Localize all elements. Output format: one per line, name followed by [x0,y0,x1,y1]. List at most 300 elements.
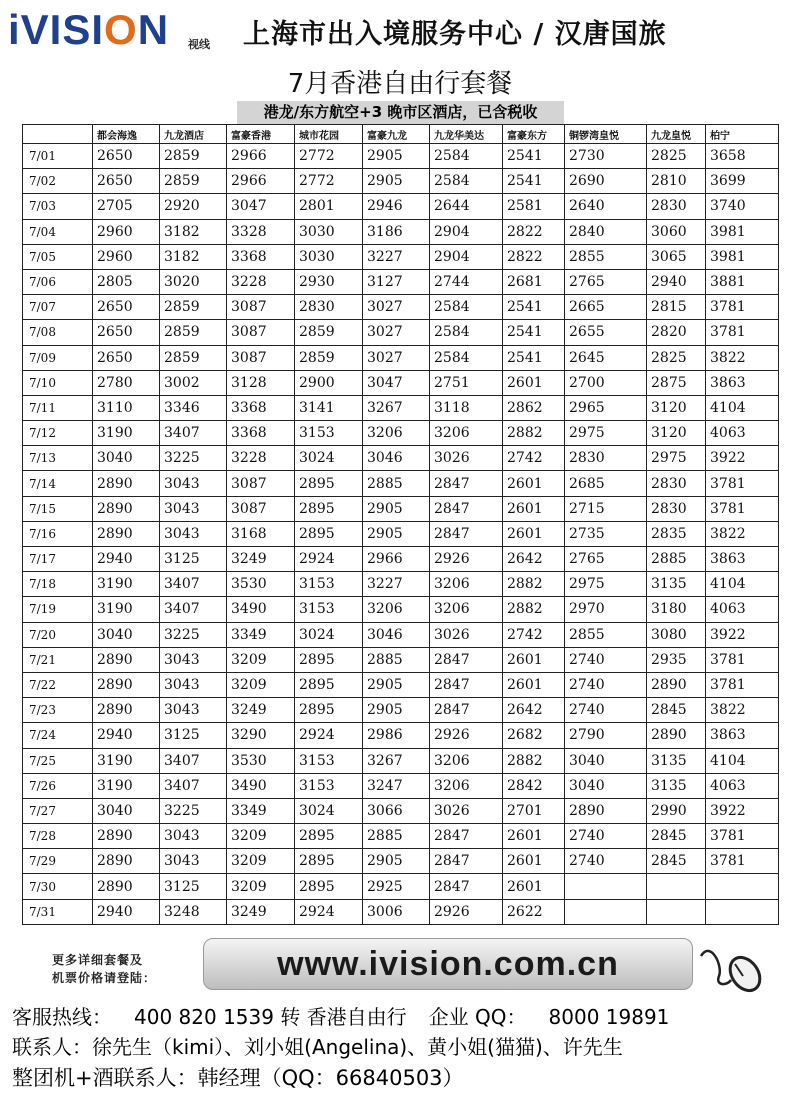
price-cell: 3530 [227,572,295,597]
price-cell: 4104 [706,748,779,773]
price-cell: 3026 [430,446,503,471]
price-cell: 2859 [160,144,227,169]
price-cell: 2859 [160,320,227,345]
price-cell: 2822 [503,219,565,244]
price-cell: 3180 [647,597,706,622]
price-cell: 2701 [503,798,565,823]
hotel-column-header: 九龙皇悦 [647,125,706,144]
price-cell: 3822 [706,698,779,723]
price-cell: 3209 [227,824,295,849]
price-cell: 2830 [647,496,706,521]
price-cell: 3153 [295,773,363,798]
qq-number[interactable]: 8000 19891 [548,1005,670,1029]
table-row [23,874,779,899]
more-info-line: 机票价格请登陆： [52,971,157,985]
price-cell: 2890 [93,496,160,521]
price-cell: 2810 [647,169,706,194]
price-cell: 2904 [430,244,503,269]
date-cell: 7/10 [23,370,93,395]
website-link[interactable]: www.ivision.com.cn [277,945,619,983]
price-cell: 2986 [363,723,430,748]
price-cell: 3043 [160,672,227,697]
price-cell: 3153 [295,597,363,622]
date-cell: 7/09 [23,345,93,370]
price-cell: 2681 [503,269,565,294]
price-cell: 3368 [227,395,295,420]
price-cell: 2650 [93,320,160,345]
price-cell: 3087 [227,496,295,521]
price-cell: 3881 [706,269,779,294]
price-cell: 3168 [227,521,295,546]
hotel-column-header: 富豪九龙 [363,125,430,144]
price-cell: 3346 [160,395,227,420]
price-cell: 2847 [430,849,503,874]
price-cell: 2601 [503,824,565,849]
price-cell: 2895 [295,672,363,697]
computer-mouse-icon [697,936,763,994]
price-cell: 2581 [503,194,565,219]
date-cell: 7/01 [23,144,93,169]
price-cell: 2584 [430,295,503,320]
price-cell: 2859 [295,345,363,370]
table-row [23,169,779,194]
price-cell: 2842 [503,773,565,798]
date-cell: 7/29 [23,849,93,874]
price-cell: 3190 [93,597,160,622]
price-cell: 2905 [363,698,430,723]
price-cell: 3699 [706,169,779,194]
table-row [23,219,779,244]
price-cell: 2895 [295,849,363,874]
hotel-column-header: 九龙华美达 [430,125,503,144]
price-cell: 2830 [647,194,706,219]
price-cell: 2825 [647,144,706,169]
date-cell: 7/11 [23,395,93,420]
price-cell: 3040 [565,748,647,773]
table-row [23,295,779,320]
date-cell: 7/03 [23,194,93,219]
price-cell: 2924 [295,899,363,924]
table-row [23,597,779,622]
price-cell: 2822 [503,244,565,269]
table-row [23,748,779,773]
price-cell: 3182 [160,219,227,244]
price-cell: 2601 [503,874,565,899]
price-cell: 2847 [430,521,503,546]
price-cell: 3407 [160,748,227,773]
table-row [23,269,779,294]
table-row [23,824,779,849]
price-cell: 2925 [363,874,430,899]
price-cell: 3153 [295,748,363,773]
price-cell: 2715 [565,496,647,521]
price-cell: 3153 [295,572,363,597]
price-cell: 3182 [160,244,227,269]
table-row [23,723,779,748]
price-cell: 3407 [160,773,227,798]
price-cell: 2847 [430,824,503,849]
price-cell: 3125 [160,874,227,899]
price-cell: 3030 [295,244,363,269]
date-cell: 7/22 [23,672,93,697]
date-cell: 7/18 [23,572,93,597]
price-cell: 2882 [503,748,565,773]
price-cell: 3020 [160,269,227,294]
price-cell: 3206 [430,572,503,597]
price-cell: 2960 [93,244,160,269]
price-cell: 3190 [93,773,160,798]
date-cell: 7/17 [23,547,93,572]
price-cell: 2780 [93,370,160,395]
price-cell: 3206 [363,597,430,622]
price-cell: 3135 [647,773,706,798]
price-cell: 3209 [227,672,295,697]
price-cell: 2650 [93,295,160,320]
page-title: 7月香港自由行套餐 [287,69,513,99]
price-cell: 3127 [363,269,430,294]
price-cell: 3065 [647,244,706,269]
price-cell: 2601 [503,370,565,395]
date-cell: 7/25 [23,748,93,773]
date-cell: 7/24 [23,723,93,748]
price-cell: 2700 [565,370,647,395]
price-cell: 2601 [503,496,565,521]
price-cell: 2847 [430,647,503,672]
table-row [23,899,779,924]
hotel-price-table [22,124,779,925]
price-cell: 2601 [503,672,565,697]
date-cell: 7/31 [23,899,93,924]
price-cell: 3407 [160,572,227,597]
price-cell: 2926 [430,547,503,572]
date-cell: 7/04 [23,219,93,244]
price-cell: 3206 [430,597,503,622]
date-cell: 7/06 [23,269,93,294]
price-cell: 3206 [430,421,503,446]
price-cell: 2859 [160,169,227,194]
price-cell: 2885 [647,547,706,572]
price-cell: 2966 [363,547,430,572]
price-cell: 2644 [430,194,503,219]
table-row [23,421,779,446]
date-cell: 7/02 [23,169,93,194]
price-cell: 2584 [430,345,503,370]
price-cell: 3047 [227,194,295,219]
price-cell: 2622 [503,899,565,924]
price-cell: 2882 [503,572,565,597]
price-cell: 2642 [503,547,565,572]
price-cell: 2924 [295,547,363,572]
price-cell: 3822 [706,521,779,546]
price-cell: 2541 [503,295,565,320]
price-cell: 3781 [706,824,779,849]
price-cell: 2847 [430,471,503,496]
price-cell: 3781 [706,672,779,697]
price-cell: 2890 [565,798,647,823]
price-cell: 3922 [706,446,779,471]
price-cell: 2541 [503,320,565,345]
price-cell: 3267 [363,748,430,773]
price-cell: 2751 [430,370,503,395]
price-cell: 3247 [363,773,430,798]
price-cell: 2990 [647,798,706,823]
price-cell: 2772 [295,169,363,194]
price-cell: 3981 [706,219,779,244]
price-cell: 3209 [227,647,295,672]
price-cell: 2765 [565,547,647,572]
price-cell: 2940 [93,723,160,748]
price-cell: 2584 [430,169,503,194]
price-cell: 2895 [295,824,363,849]
price-cell: 4104 [706,572,779,597]
table-row [23,572,779,597]
price-cell: 3046 [363,446,430,471]
price-cell: 2940 [93,547,160,572]
price-cell: 3040 [93,622,160,647]
price-cell: 3110 [93,395,160,420]
price-cell: 3781 [706,471,779,496]
price-cell: 3248 [160,899,227,924]
price-cell: 3922 [706,798,779,823]
price-cell: 3225 [160,798,227,823]
price-cell: 3740 [706,194,779,219]
price-cell: 3981 [706,244,779,269]
price-cell: 2926 [430,899,503,924]
price-cell: 2805 [93,269,160,294]
table-row [23,194,779,219]
price-cell: 2940 [93,899,160,924]
price-cell: 2772 [295,144,363,169]
date-cell: 7/16 [23,521,93,546]
price-cell: 2975 [565,572,647,597]
price-cell: 3186 [363,219,430,244]
price-cell: 2830 [295,295,363,320]
price-cell: 3209 [227,874,295,899]
table-row [23,244,779,269]
price-cell: 2601 [503,521,565,546]
price-cell: 2740 [565,672,647,697]
table-row [23,798,779,823]
price-cell: 2742 [503,622,565,647]
price-cell: 3043 [160,496,227,521]
date-cell: 7/19 [23,597,93,622]
price-cell: 2705 [93,194,160,219]
price-cell: 2890 [93,849,160,874]
price-cell: 2742 [503,446,565,471]
price-cell: 3190 [93,421,160,446]
price-cell: 2882 [503,597,565,622]
price-cell: 2924 [295,723,363,748]
price-cell: 3043 [160,647,227,672]
date-cell: 7/07 [23,295,93,320]
hotline-label: 客服热线： [12,1005,112,1029]
package-subtitle: 港龙/东方航空+3 晚市区酒店，已含税收 [263,103,538,121]
price-cell [565,899,647,924]
price-cell: 3118 [430,395,503,420]
date-cell: 7/15 [23,496,93,521]
price-cell: 2855 [565,244,647,269]
price-cell: 3043 [160,849,227,874]
price-cell: 2900 [295,370,363,395]
price-cell: 2541 [503,345,565,370]
price-cell: 2801 [295,194,363,219]
date-cell: 7/20 [23,622,93,647]
table-row [23,345,779,370]
price-cell: 2895 [295,496,363,521]
price-cell: 2975 [565,421,647,446]
price-cell: 2905 [363,849,430,874]
price-cell: 3087 [227,320,295,345]
price-cell: 3328 [227,219,295,244]
group-contact: 整团机+酒联系人：韩经理（QQ：66840503） [12,1066,464,1090]
price-cell: 2830 [565,446,647,471]
date-cell: 7/05 [23,244,93,269]
table-row [23,773,779,798]
price-cell: 2730 [565,144,647,169]
price-cell: 3027 [363,295,430,320]
price-cell: 2862 [503,395,565,420]
price-cell: 2946 [363,194,430,219]
price-cell: 2642 [503,698,565,723]
table-row [23,471,779,496]
price-cell: 2845 [647,849,706,874]
price-cell: 2835 [647,521,706,546]
price-cell: 2935 [647,647,706,672]
price-cell: 3490 [227,773,295,798]
price-cell: 3863 [706,547,779,572]
price-cell: 2885 [363,471,430,496]
date-cell: 7/28 [23,824,93,849]
price-cell: 2966 [227,144,295,169]
price-cell: 2601 [503,647,565,672]
table-row [23,395,779,420]
price-cell: 3781 [706,647,779,672]
price-cell: 2685 [565,471,647,496]
price-cell: 3249 [227,547,295,572]
price-cell: 2790 [565,723,647,748]
price-cell: 2890 [93,698,160,723]
date-cell: 7/13 [23,446,93,471]
price-cell: 3407 [160,421,227,446]
price-cell: 2960 [93,219,160,244]
table-row [23,370,779,395]
price-cell: 3206 [363,421,430,446]
price-cell: 3046 [363,622,430,647]
price-cell: 2905 [363,169,430,194]
price-cell: 2905 [363,521,430,546]
price-cell: 2650 [93,144,160,169]
price-cell: 2744 [430,269,503,294]
price-cell: 2905 [363,672,430,697]
price-cell: 2885 [363,647,430,672]
price-cell: 3120 [647,395,706,420]
price-cell: 3922 [706,622,779,647]
price-cell: 2765 [565,269,647,294]
price-cell: 3040 [565,773,647,798]
price-cell: 3822 [706,345,779,370]
table-row [23,698,779,723]
price-cell: 2584 [430,320,503,345]
price-cell: 4063 [706,421,779,446]
price-cell: 2847 [430,672,503,697]
table-body [23,144,779,925]
price-cell: 2847 [430,496,503,521]
table-row [23,547,779,572]
price-cell: 3490 [227,597,295,622]
price-cell: 3125 [160,547,227,572]
price-cell: 2975 [647,446,706,471]
price-cell: 2930 [295,269,363,294]
price-cell: 2682 [503,723,565,748]
price-cell: 3781 [706,849,779,874]
price-cell: 2895 [295,874,363,899]
price-cell: 3024 [295,446,363,471]
price-cell: 2965 [565,395,647,420]
price-cell: 3040 [93,798,160,823]
price-cell: 2885 [363,824,430,849]
price-cell: 2920 [160,194,227,219]
price-cell: 3407 [160,597,227,622]
price-cell: 2840 [565,219,647,244]
price-cell: 2895 [295,471,363,496]
price-cell: 2740 [565,849,647,874]
price-cell: 3863 [706,723,779,748]
price-cell: 2655 [565,320,647,345]
price-cell: 3290 [227,723,295,748]
price-cell: 3006 [363,899,430,924]
price-cell: 3530 [227,748,295,773]
price-cell: 2882 [503,421,565,446]
date-cell: 7/26 [23,773,93,798]
qq-label: 企业 QQ： [428,1005,527,1029]
price-cell: 2966 [227,169,295,194]
table-header-row [23,125,779,144]
price-cell: 2690 [565,169,647,194]
price-cell: 3141 [295,395,363,420]
price-cell: 3227 [363,572,430,597]
price-cell: 3349 [227,622,295,647]
price-cell: 3781 [706,295,779,320]
price-cell: 3120 [647,421,706,446]
price-cell: 3087 [227,345,295,370]
date-cell: 7/21 [23,647,93,672]
price-cell: 2940 [647,269,706,294]
company-name: 上海市出入境服务中心 / 汉唐国旅 [243,19,667,50]
price-cell: 2584 [430,144,503,169]
hotel-column-header: 柏宁 [706,125,779,144]
price-cell: 2859 [295,320,363,345]
price-cell: 4063 [706,773,779,798]
price-cell: 2904 [430,219,503,244]
price-cell: 2820 [647,320,706,345]
price-cell: 2665 [565,295,647,320]
price-cell: 2890 [93,672,160,697]
price-cell: 3087 [227,471,295,496]
hotline-number[interactable]: 400 820 1539 转 香港自由行 [134,1005,407,1029]
date-cell: 7/12 [23,421,93,446]
price-cell: 2541 [503,144,565,169]
hotel-column-header: 铜锣湾皇悦 [565,125,647,144]
price-cell: 2845 [647,824,706,849]
price-cell: 4063 [706,597,779,622]
price-cell: 3249 [227,698,295,723]
hotel-column-header: 都会海逸 [93,125,160,144]
price-cell: 2740 [565,647,647,672]
price-cell: 3040 [93,446,160,471]
price-cell: 3060 [647,219,706,244]
table-row [23,622,779,647]
price-cell: 2859 [160,345,227,370]
